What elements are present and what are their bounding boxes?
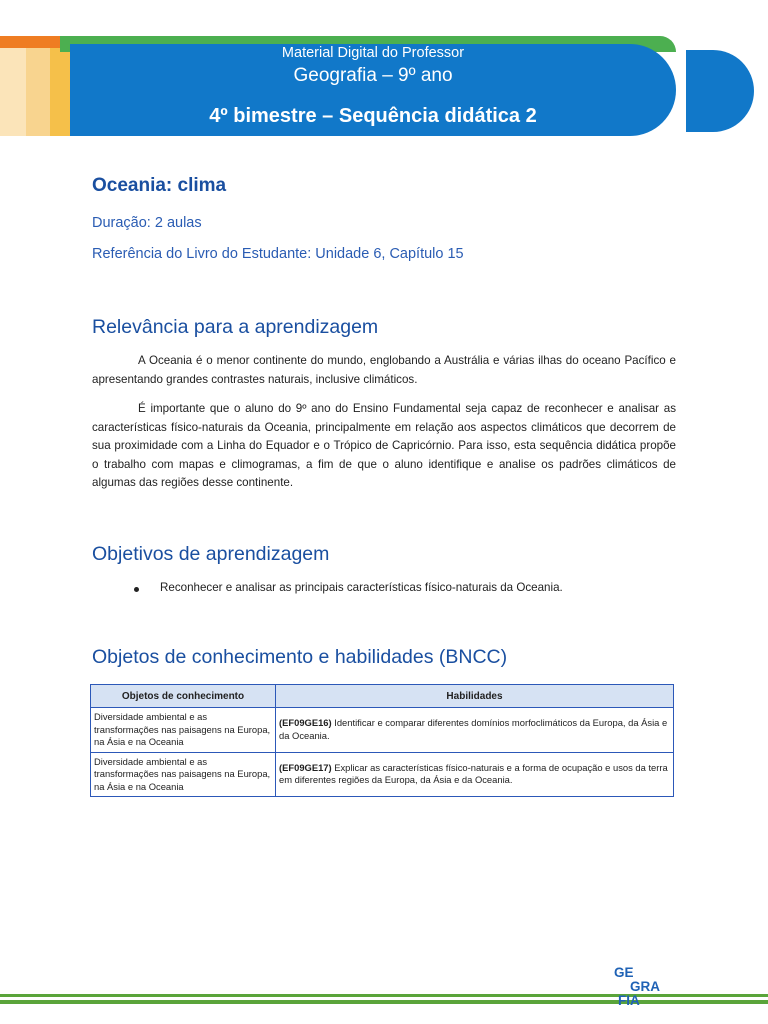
section-heading-relevance: Relevância para a aprendizagem	[92, 316, 379, 338]
header-subtitle: Material Digital do Professor	[281, 45, 465, 61]
logo-text: GRA	[630, 979, 660, 994]
bncc-table	[90, 684, 674, 797]
header-course: Geografia – 9º ano	[293, 65, 453, 86]
decor-bar	[50, 48, 72, 136]
column-header: Objetos de conhecimento	[91, 685, 276, 708]
geografia-logo	[614, 966, 674, 1010]
paragraph: A Oceania é o menor continente do mundo, englobando a Austrália e várias ilhas do oceano Pacífico e apresentando grandes contrastes naturais, inclusive climáticos.	[92, 354, 676, 386]
table-row	[91, 708, 674, 753]
skill-code: (EF09GE17)	[279, 761, 332, 773]
logo-text: FIA	[618, 993, 640, 1008]
document-title: Oceania: clima	[92, 175, 227, 196]
column-header: Habilidades	[276, 685, 674, 708]
duration-text: Duração: 2 aulas	[92, 215, 202, 231]
skill-code: (EF09GE16)	[279, 717, 332, 729]
decor-cap	[686, 50, 754, 132]
table-cell-skill	[276, 708, 674, 753]
table-header-row	[91, 685, 674, 708]
table-row	[91, 752, 674, 797]
reference-text: Referência do Livro do Estudante: Unidade 6, Capítulo 15	[92, 246, 464, 262]
section-heading-objectives: Objetivos de aprendizagem	[92, 543, 330, 565]
skill-text: Identificar e comparar diferentes domínios morfoclimáticos da Europa, da Ásia e da Oceania.	[279, 717, 668, 741]
section-heading-bncc: Objetos de conhecimento e habilidades (BNCC)	[92, 646, 508, 668]
bullet-icon	[134, 587, 139, 592]
list-item-text: Reconhecer e analisar as principais características físico-naturais da Oceania.	[160, 581, 563, 594]
decor-bar	[26, 48, 50, 136]
decor-bar	[0, 48, 26, 136]
table-cell-object: Diversidade ambiental e as transformações nas paisagens na Europa, na Ásia e na Oceania	[91, 752, 276, 797]
header-banner	[0, 0, 768, 150]
table-cell-object: Diversidade ambiental e as transformações nas paisagens na Europa, na Ásia e na Oceania	[91, 708, 276, 753]
header-sequence: 4º bimestre – Sequência didática 2	[209, 105, 537, 127]
paragraph: É importante que o aluno do 9º ano do Ensino Fundamental seja capaz de reconhecer e analisar as características físico-naturais da Oceania, principalmente em relação aos aspectos climáticos que decorrem de sua proximidade com a Linha do Equador e o Trópico de Capricórnio. Para isso, esta sequência didática propõe o trabalho com mapas e climogramas, a fim de que o aluno identifique e analise os padrões climáticos de algumas das regiões desse continente.	[92, 402, 676, 490]
skill-text: Explicar as características físico-naturais e a forma de ocupação e usos da terra em diferentes regiões da Europa, da Ásia e da Oceania.	[279, 761, 668, 786]
table-cell-skill	[276, 752, 674, 797]
logo-text: GE	[614, 965, 634, 980]
